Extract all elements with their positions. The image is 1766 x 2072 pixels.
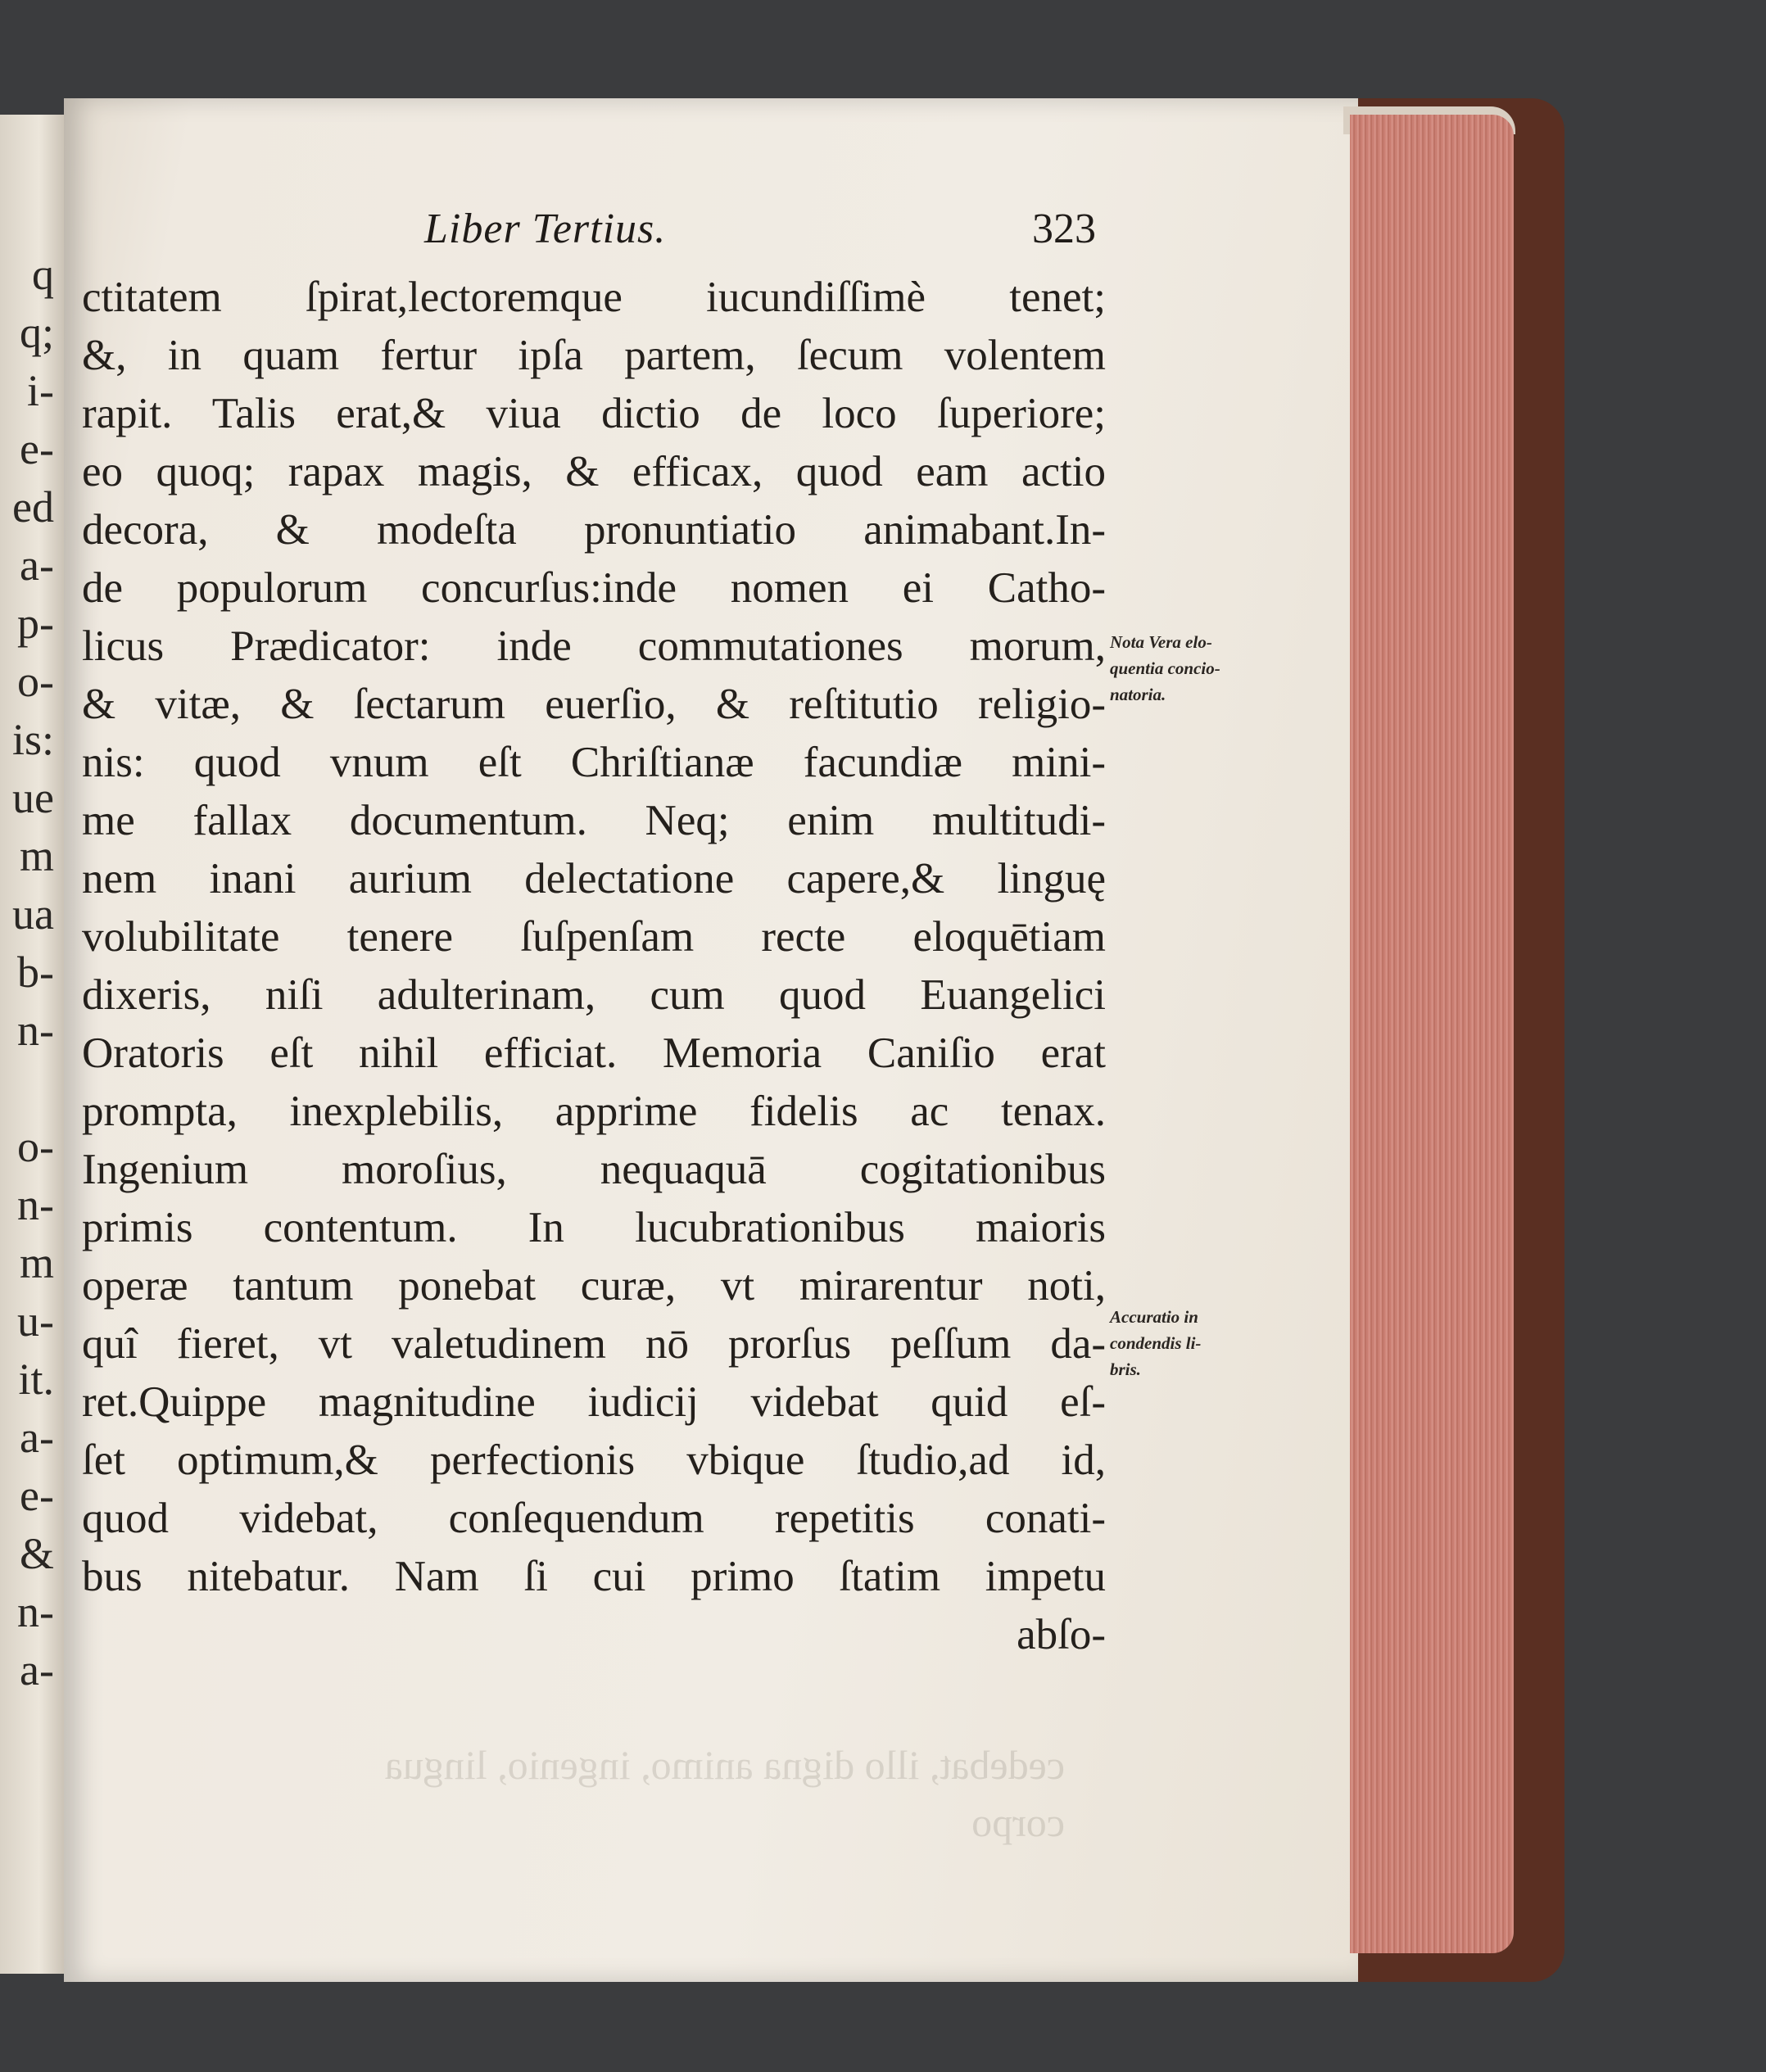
previous-page-fragment: q — [32, 250, 54, 299]
marginal-note-line: quentia concio- — [1110, 658, 1220, 678]
text-line: ret.Quippe magnitudine iudicij videbat quid eſ- — [82, 1378, 1106, 1426]
text-line: volubilitate tenere ſuſpenſam recte eloquētiam — [82, 913, 1106, 961]
marginal-note-accuracy — [1110, 1304, 1201, 1382]
previous-page-fragment: o- — [17, 1122, 54, 1171]
text-line: rapit. Talis erat,& viua dictio de loco ſuperiore; — [82, 390, 1106, 437]
marginal-note-eloquence — [1110, 629, 1220, 708]
previous-page-fragment: & — [19, 1529, 54, 1578]
previous-page-fragment: it. — [18, 1355, 54, 1404]
text-line: Ingenium moroſius, nequaquā cogitationibus — [82, 1146, 1106, 1193]
previous-page-fragment: ua — [12, 889, 54, 939]
text-line: eo quoq; rapax magis, & efficax, quod eam actio — [82, 448, 1106, 495]
page-number: 323 — [1032, 206, 1096, 252]
text-line: nem inani aurium delectatione capere,& linguę — [82, 855, 1106, 903]
red-fore-edge — [1350, 115, 1514, 1953]
previous-page-fragment: n- — [17, 1587, 54, 1636]
text-line: ſet optimum,& perfectionis vbique ſtudio,ad id, — [82, 1436, 1106, 1484]
previous-page-fragment: e- — [20, 424, 54, 473]
previous-page-fragment: m — [19, 1238, 54, 1287]
previous-page-fragment: ed — [12, 482, 54, 532]
text-line: licus Prædicator: inde commutationes morum, — [82, 622, 1106, 670]
text-line: dixeris, niſi adulterinam, cum quod Euangelici — [82, 971, 1106, 1019]
previous-page-fragment: q; — [19, 308, 54, 357]
text-line: quî fieret, vt valetudinem nō prorſus peſſum da- — [82, 1320, 1106, 1368]
text-line: &, in quam fertur ipſa partem, ſecum volentem — [82, 332, 1106, 379]
previous-page-fragment: is: — [11, 715, 54, 764]
text-line: prompta, inexplebilis, apprime fidelis ac tenax. — [82, 1088, 1106, 1135]
text-line: operæ tantum ponebat curæ, vt mirarentur noti, — [82, 1262, 1106, 1310]
marginal-note-line: condendis li- — [1110, 1333, 1202, 1353]
marginal-note-line: Accuratio in — [1110, 1307, 1198, 1327]
previous-page-fragment: u- — [17, 1296, 54, 1346]
text-line: decora, & modeſta pronuntiatio animabant.In- — [82, 506, 1106, 554]
previous-page-fragment — [0, 1060, 66, 1118]
previous-page-fragment: i- — [27, 366, 54, 415]
body-text — [82, 269, 1106, 1664]
previous-page-fragment: m — [19, 831, 54, 880]
running-head: Liber Tertius. — [424, 206, 667, 252]
text-line: ctitatem ſpirat,lectoremque iucundiſſimè tenet; — [82, 274, 1106, 321]
text-line: bus nitebatur. Nam ſi cui primo ſtatim impetu — [82, 1553, 1106, 1600]
show-through-text: cedebat, illo digna animo, ingenio, lingua corpo — [384, 1742, 1065, 1845]
text-line: de populorum concurſus:inde nomen ei Catho- — [82, 564, 1106, 612]
previous-page-fragment: a- — [20, 1645, 54, 1694]
previous-page-fragment: n- — [17, 1006, 54, 1055]
previous-page-fragment: a- — [20, 541, 54, 590]
marginal-note-line: bris. — [1110, 1359, 1141, 1379]
previous-page-fragment: p- — [17, 599, 54, 648]
previous-page-fragment: b- — [17, 948, 54, 997]
previous-page-fragment: o- — [17, 657, 54, 706]
text-line: primis contentum. In lucubrationibus maioris — [82, 1204, 1106, 1251]
text-line: abſo- — [1017, 1611, 1106, 1658]
previous-page-fragment: ue — [12, 773, 54, 822]
marginal-note-line: Nota Vera elo- — [1110, 632, 1212, 652]
marginal-note-line: natoria. — [1110, 685, 1166, 704]
text-line: nis: quod vnum eſt Chriſtianæ facundiæ mini- — [82, 739, 1106, 786]
previous-page-fragment: a- — [20, 1413, 54, 1462]
text-line: me fallax documentum. Neq; enim multitudi- — [82, 797, 1106, 844]
previous-page-text-fragments — [0, 246, 66, 1699]
text-line: & vitæ, & ſectarum euerſio, & reſtitutio religio- — [82, 681, 1106, 728]
previous-page-fragment: n- — [17, 1180, 54, 1229]
text-line: quod videbat, conſequendum repetitis conati- — [82, 1495, 1106, 1542]
text-line: Oratoris eſt nihil efficiat. Memoria Caniſio erat — [82, 1029, 1106, 1077]
previous-page-fragment: e- — [20, 1471, 54, 1520]
